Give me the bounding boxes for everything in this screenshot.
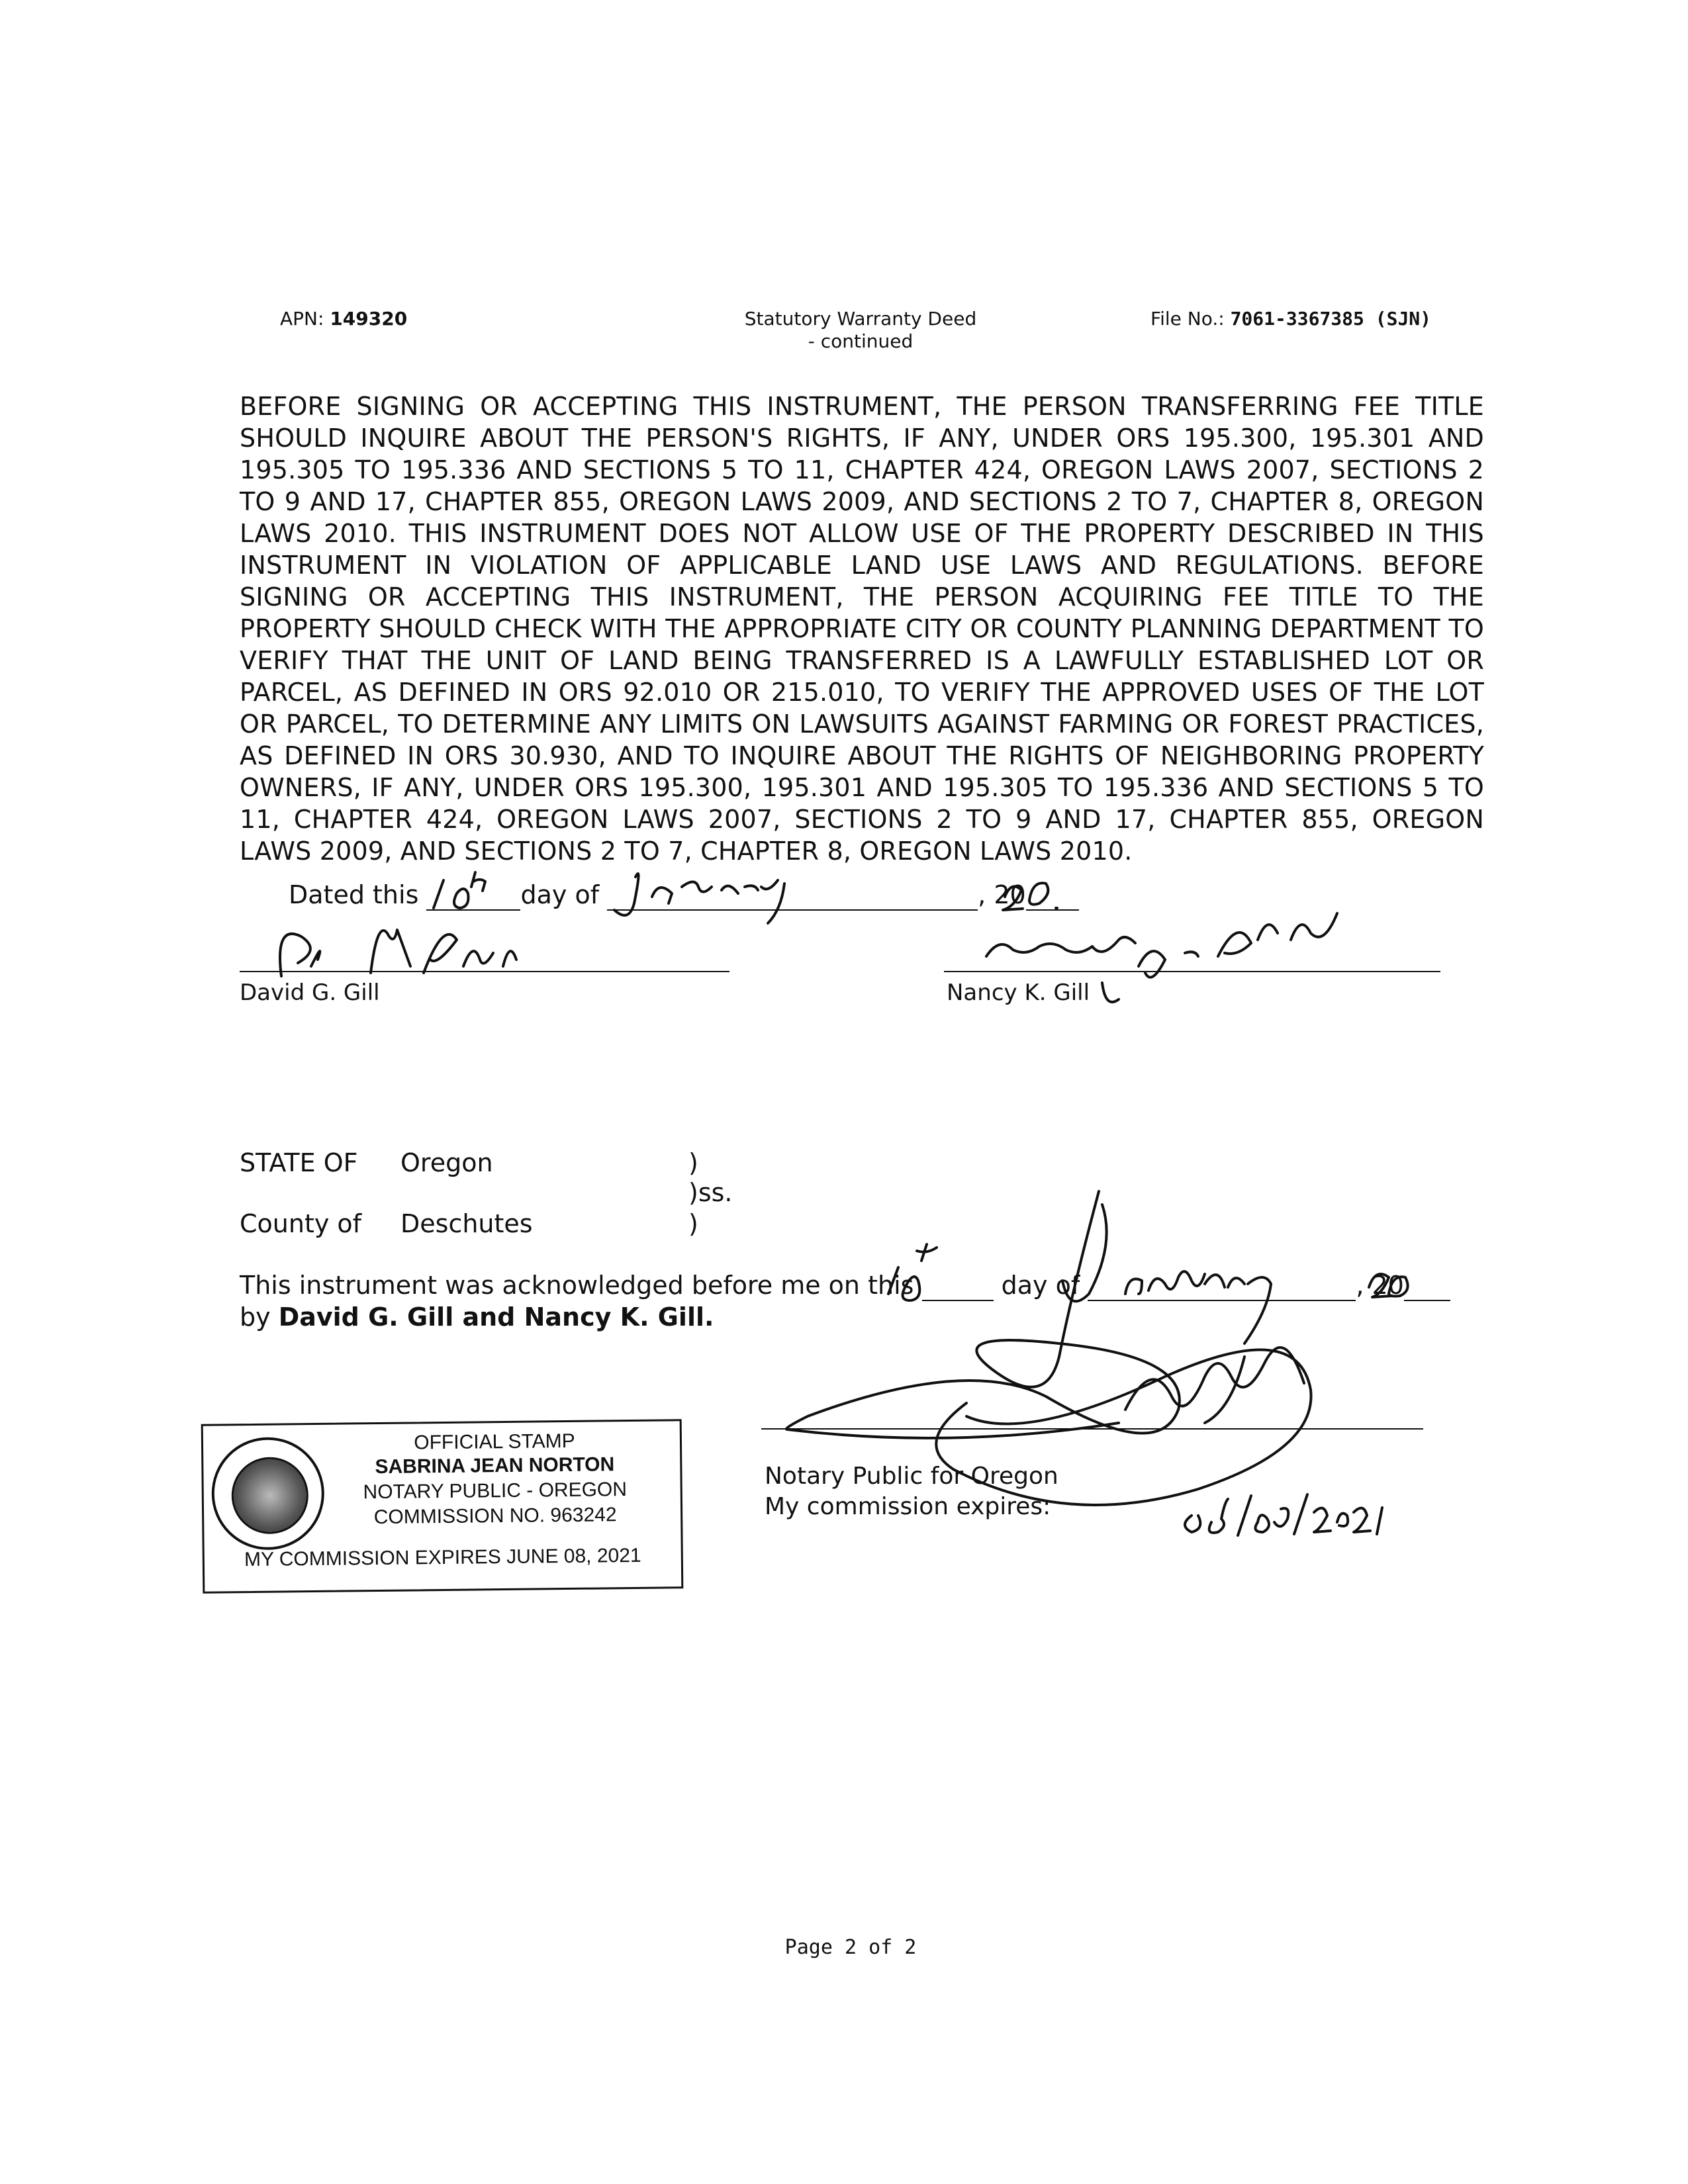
ack-by-suffix: . [704,1302,714,1332]
county-value: Deschutes [400,1209,533,1238]
ack-month-field [1088,1271,1356,1301]
notary-line-2: My commission expires: [765,1493,1051,1520]
doc-subtitle: - continued [808,330,914,352]
venue-ss: )ss. [688,1178,733,1207]
signature-line-2 [944,971,1440,972]
apn-label: APN: [280,308,324,330]
signer-2-name: Nancy K. Gill [947,979,1090,1006]
ack-day-field [922,1271,994,1301]
ack-day-word: day of [1001,1271,1080,1300]
dated-month-field [607,880,978,911]
land-use-warning: BEFORE SIGNING OR ACCEPTING THIS INSTRUMENT, THE PERSON TRANSFERRING FEE TITLE SHOULD INQUIRE ABOUT THE PERSON'S RIGHTS, IF ANY, UNDER ORS 195.300, 195.301 AND 195.305 TO 195.336 AND SECTIONS 5 TO 11, CHAPTER 424, OREGON LAWS 2007, SECTIONS 2 TO 9 AND 17, CHAPTER 855, OREGON LAWS 2009, AND SECTIONS 2 TO 7, CHAPTER 8, OREGON LAWS 2010. THIS INSTRUMENT DOES NOT ALLOW USE OF THE PROPERTY DESCRIBED IN THIS INSTRUMENT IN VIOLATION OF APPLICABLE LAND USE LAWS AND REGULATIONS. BEFORE SIGNING OR ACCEPTING THIS INSTRUMENT, THE PERSON ACQUIRING FEE TITLE TO THE PROPERTY SHOULD CHECK WITH THE APPROPRIATE CITY OR COUNTY PLANNING DEPARTMENT TO VERIFY THAT THE UNIT OF LAND BEING TRANSFERRED IS A LAWFULLY ESTABLISHED LOT OR PARCEL, AS DEFINED IN ORS 92.010 OR 215.010, TO VERIFY THE APPROVED USES OF THE LOT OR PARCEL, TO DETERMINE ANY LIMITS ON LAWSUITS AGAINST FARMING OR FOREST PRACTICES, AS DEFINED IN ORS 30.930, AND TO INQUIRE ABOUT THE RIGHTS OF NEIGHBORING PROPERTY OWNERS, IF ANY, UNDER ORS 195.300, 195.301 AND 195.305 TO 195.336 AND SECTIONS 5 TO 11, CHAPTER 424, OREGON LAWS 2007, SECTIONS 2 TO 9 AND 17, CHAPTER 855, OREGON LAWS 2009, AND SECTIONS 2 TO 7, CHAPTER 8, OREGON LAWS 2010. [240,392,1484,866]
apn [280,308,407,330]
state-label: STATE OF [240,1148,358,1177]
venue-paren-2: ) [688,1209,698,1238]
signer-1-signature [280,930,516,976]
county-label: County of [240,1209,362,1238]
commission-expiration-handwriting [1185,1494,1382,1535]
state-value: Oregon [400,1148,493,1177]
stamp-line-4: COMMISSION NO. 963242 [373,1504,617,1529]
stamp-line-2: SABRINA JEAN NORTON [375,1453,615,1479]
ack-year-prefix: , 20 [1356,1271,1404,1300]
dated-day-field [426,880,520,911]
state-seal-icon [211,1437,325,1551]
doc-title-block [695,308,1026,353]
signature-line-1 [240,971,729,972]
dated-year-prefix: , 20 [978,880,1026,909]
file-value: 7061-3367385 (SJN) [1230,308,1432,330]
signer-1-name: David G. Gill [240,979,380,1006]
apn-value: 149320 [330,308,408,330]
ack-by-line [240,1302,714,1332]
dated-prefix: Dated this [289,880,419,909]
dated-day-word: day of [520,880,600,909]
notary-signature-line [761,1428,1423,1430]
file-label: File No.: [1150,308,1225,330]
dated-year-field [1026,880,1079,911]
ack-year-field [1404,1271,1450,1301]
ack-by-names: David G. Gill and Nancy K. Gill [278,1302,704,1332]
stamp-line-5: MY COMMISSION EXPIRES JUNE 08, 2021 [244,1544,641,1571]
notary-line-1: Notary Public for Oregon [765,1463,1058,1490]
official-notary-stamp [201,1419,684,1594]
stamp-line-3: NOTARY PUBLIC - OREGON [363,1479,628,1504]
venue-paren-1: ) [688,1148,698,1177]
dated-line [289,880,1079,911]
ack-prefix: This instrument was acknowledged before me on this [240,1271,914,1300]
notary-signature [786,1191,1311,1505]
file-number [1150,308,1431,330]
ack-by-prefix: by [240,1302,271,1332]
stamp-line-1: OFFICIAL STAMP [414,1430,575,1454]
page-number: Page 2 of 2 [784,1936,917,1959]
acknowledgment-line [240,1271,1450,1301]
doc-title: Statutory Warranty Deed [744,308,977,330]
